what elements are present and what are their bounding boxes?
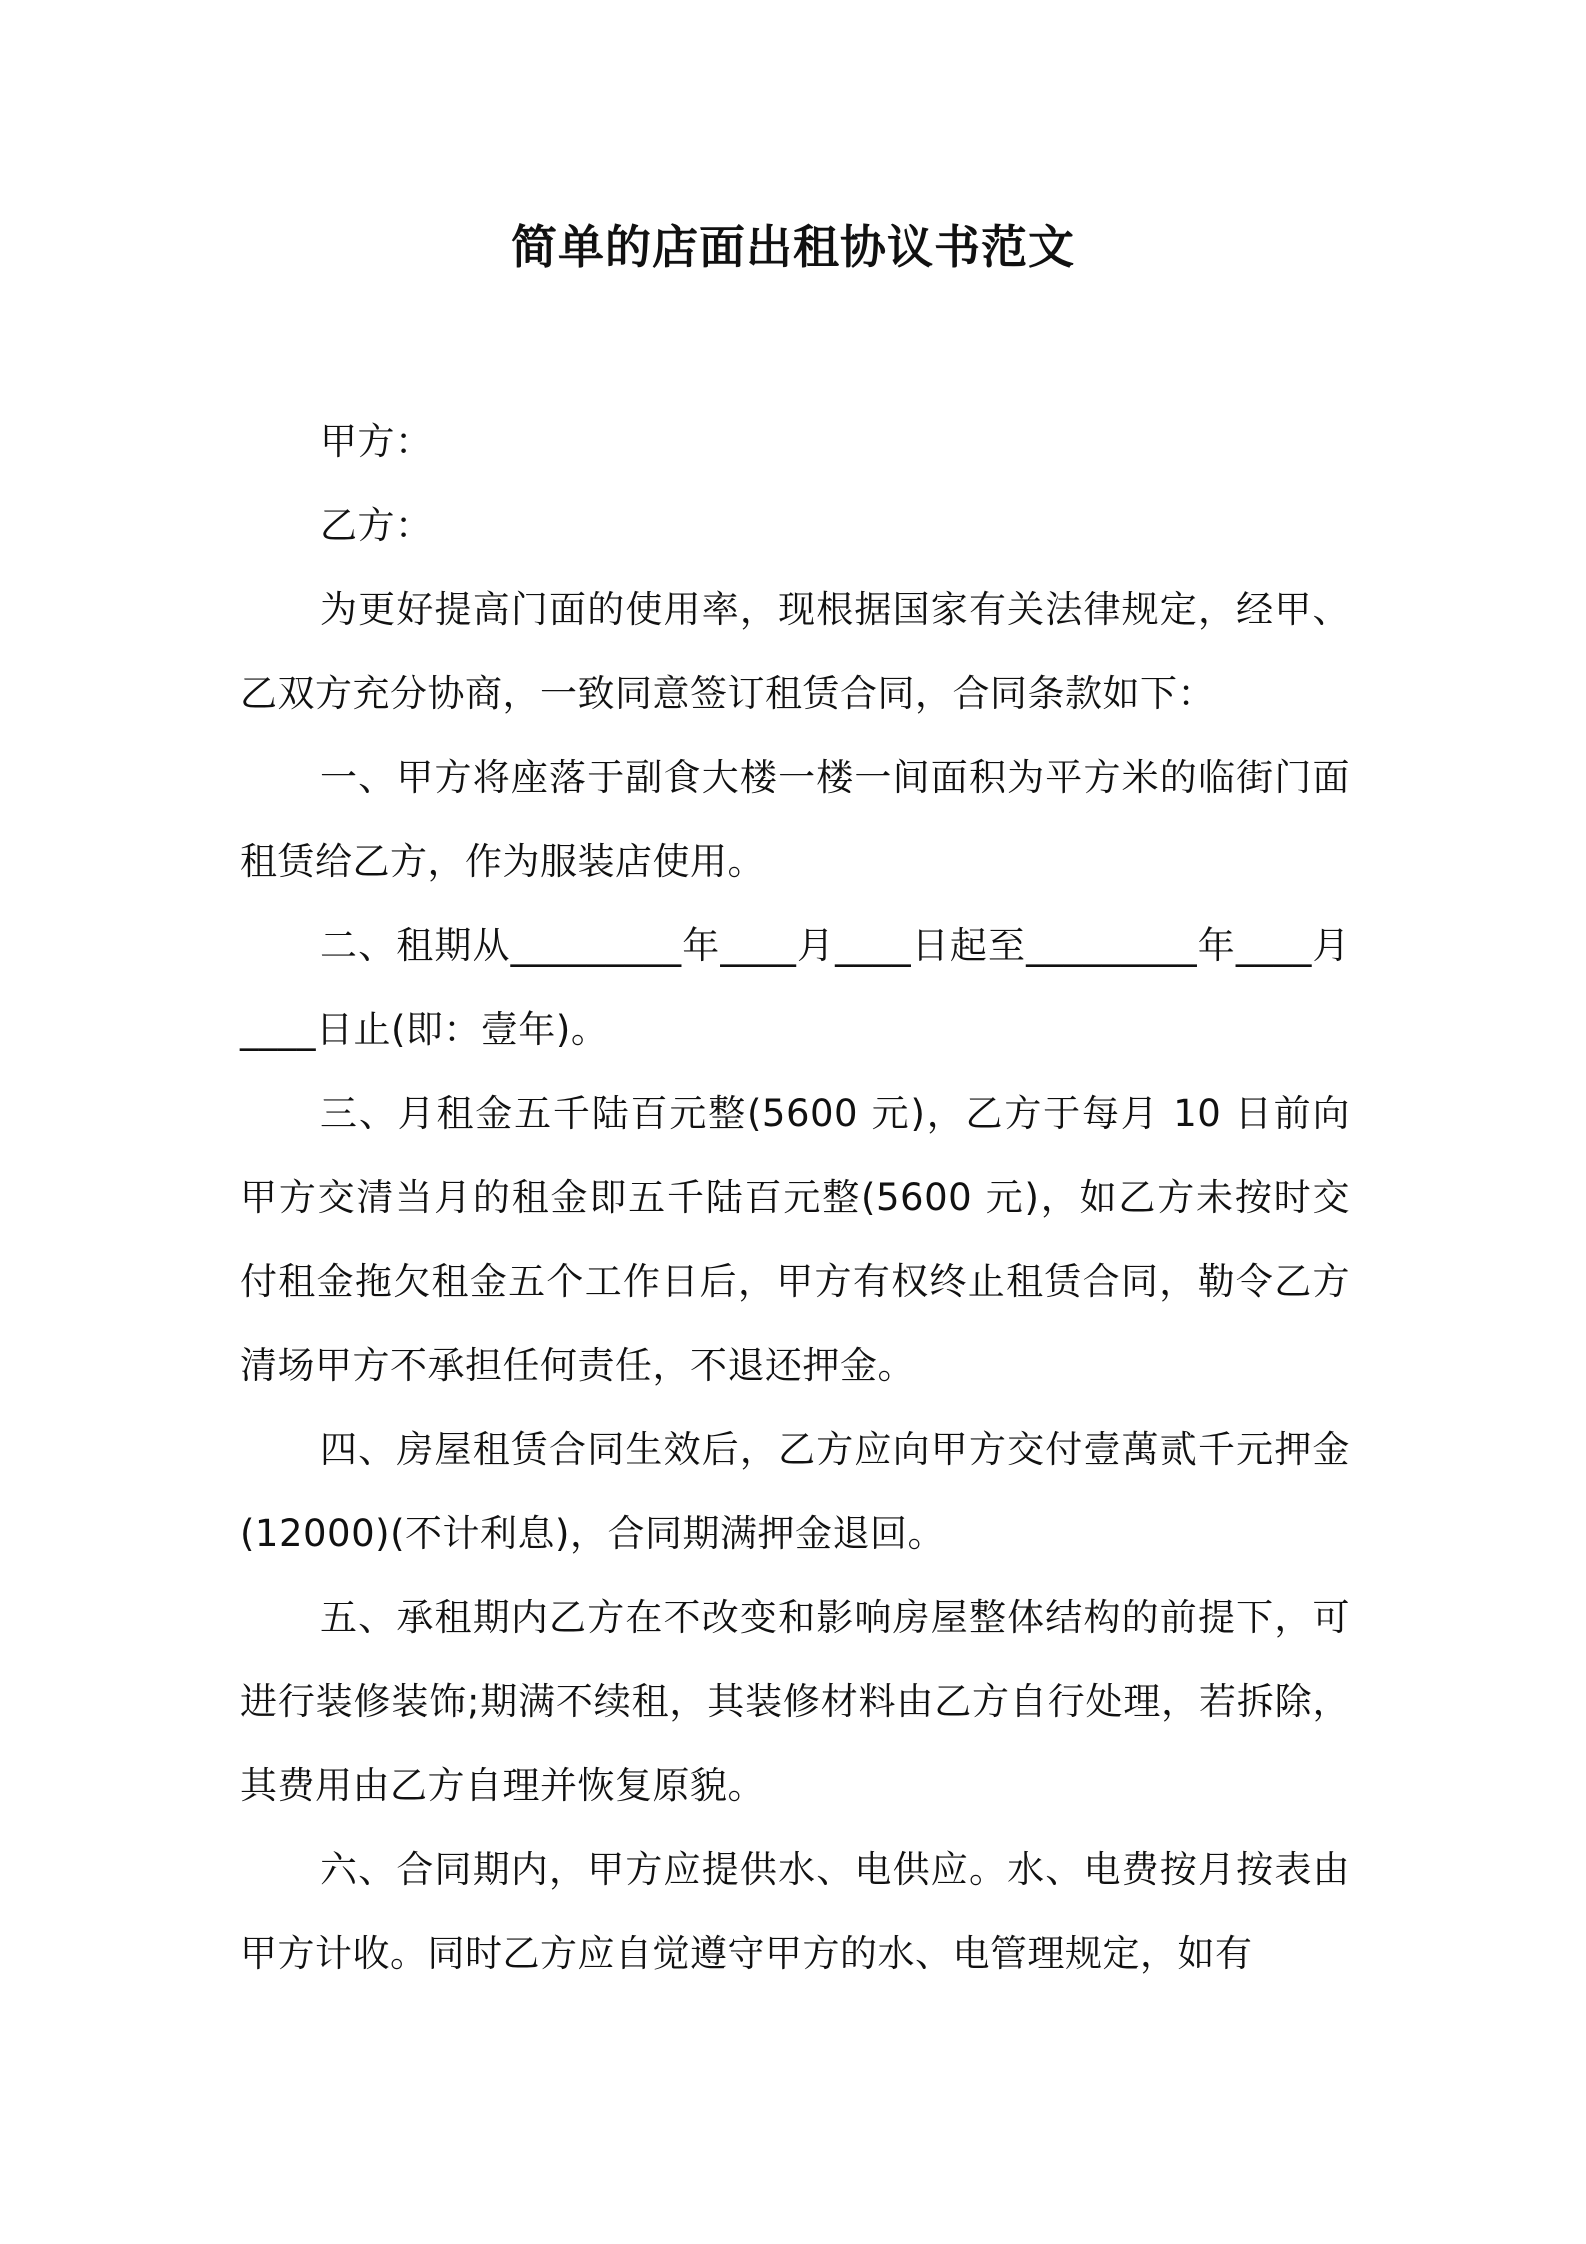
clause-4-paragraph: 四、房屋租赁合同生效后，乙方应向甲方交付壹萬贰千元押金(12000)(不计利息)，合同期满押金退回。	[240, 1428, 1350, 1555]
document-title: 简单的店面出租协议书范文	[511, 220, 1075, 274]
clause-1-paragraph: 一、甲方将座落于副食大楼一楼一间面积为平方米的临街门面租赁给乙方，作为服装店使用。	[240, 756, 1350, 883]
clause-3-paragraph: 三、月租金五千陆百元整(5600 元)，乙方于每月 10 日前向甲方交清当月的租金即五千陆百元整(5600 元)，如乙方未按时交付租金拖欠租金五个工作日后，甲方有权终止租赁合同，勒令乙方清场甲方不承担任何责任，不退还押金。	[240, 1092, 1350, 1387]
clause-2-paragraph: 二、租期从_________年____月____日起至_________年____月____日止(即：壹年)。	[240, 924, 1350, 1051]
document-body	[240, 400, 1350, 1996]
party-b-line: 乙方：	[320, 504, 433, 547]
clause-5-paragraph: 五、承租期内乙方在不改变和影响房屋整体结构的前提下，可进行装修装饰;期满不续租，其装修材料由乙方自行处理，若拆除，其费用由乙方自理并恢复原貌。	[240, 1596, 1350, 1807]
party-a-line: 甲方：	[320, 420, 433, 463]
clause-6-paragraph: 六、合同期内，甲方应提供水、电供应。水、电费按月按表由甲方计收。同时乙方应自觉遵守甲方的水、电管理规定，如有	[240, 1848, 1350, 1975]
intro-paragraph: 为更好提高门面的使用率，现根据国家有关法律规定，经甲、乙双方充分协商，一致同意签订租赁合同，合同条款如下：	[240, 588, 1350, 715]
